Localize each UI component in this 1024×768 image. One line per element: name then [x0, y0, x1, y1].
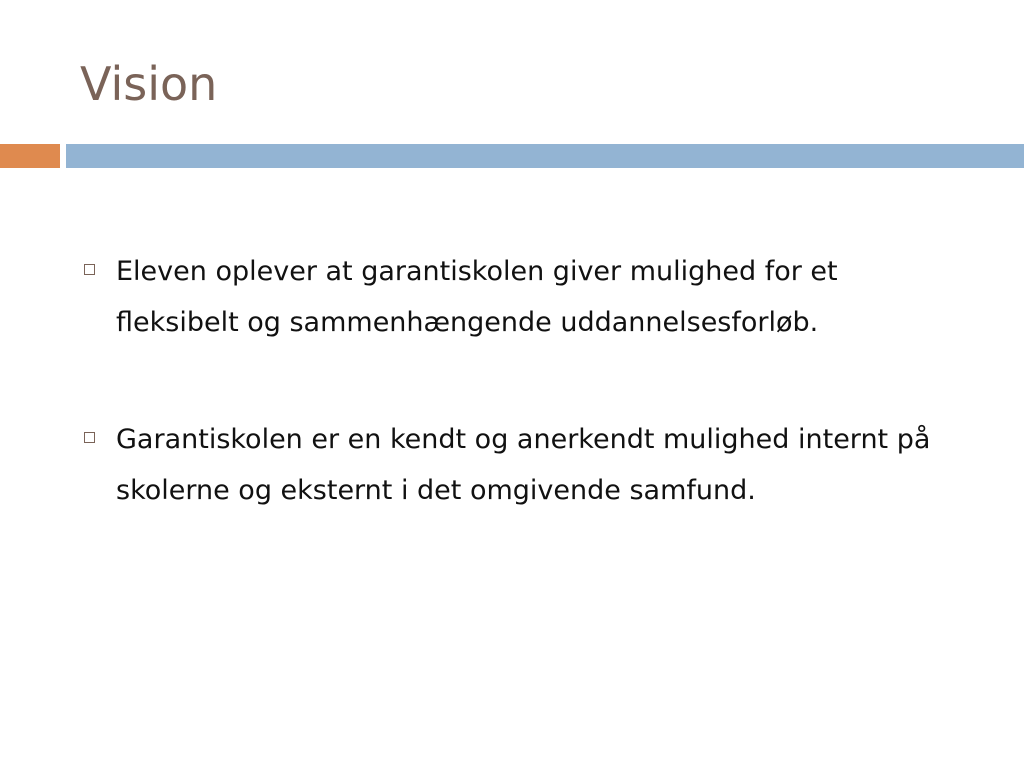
accent-bar-orange — [0, 144, 60, 168]
bullet-text: Garantiskolen er en kendt og anerkendt mulighed internt på skolerne og eksternt i det omgivende samfund. — [116, 424, 931, 506]
slide-title: Vision — [80, 57, 218, 111]
bullet-item — [84, 414, 964, 516]
bullet-text: Eleven oplever at garantiskolen giver mulighed for et fleksibelt og sammenhængende uddannelsesforløb. — [116, 256, 838, 338]
hollow-square-icon — [84, 264, 95, 275]
bullet-list — [84, 246, 964, 516]
bullet-item — [84, 246, 964, 348]
hollow-square-icon — [84, 432, 95, 443]
accent-bar-blue — [66, 144, 1024, 168]
